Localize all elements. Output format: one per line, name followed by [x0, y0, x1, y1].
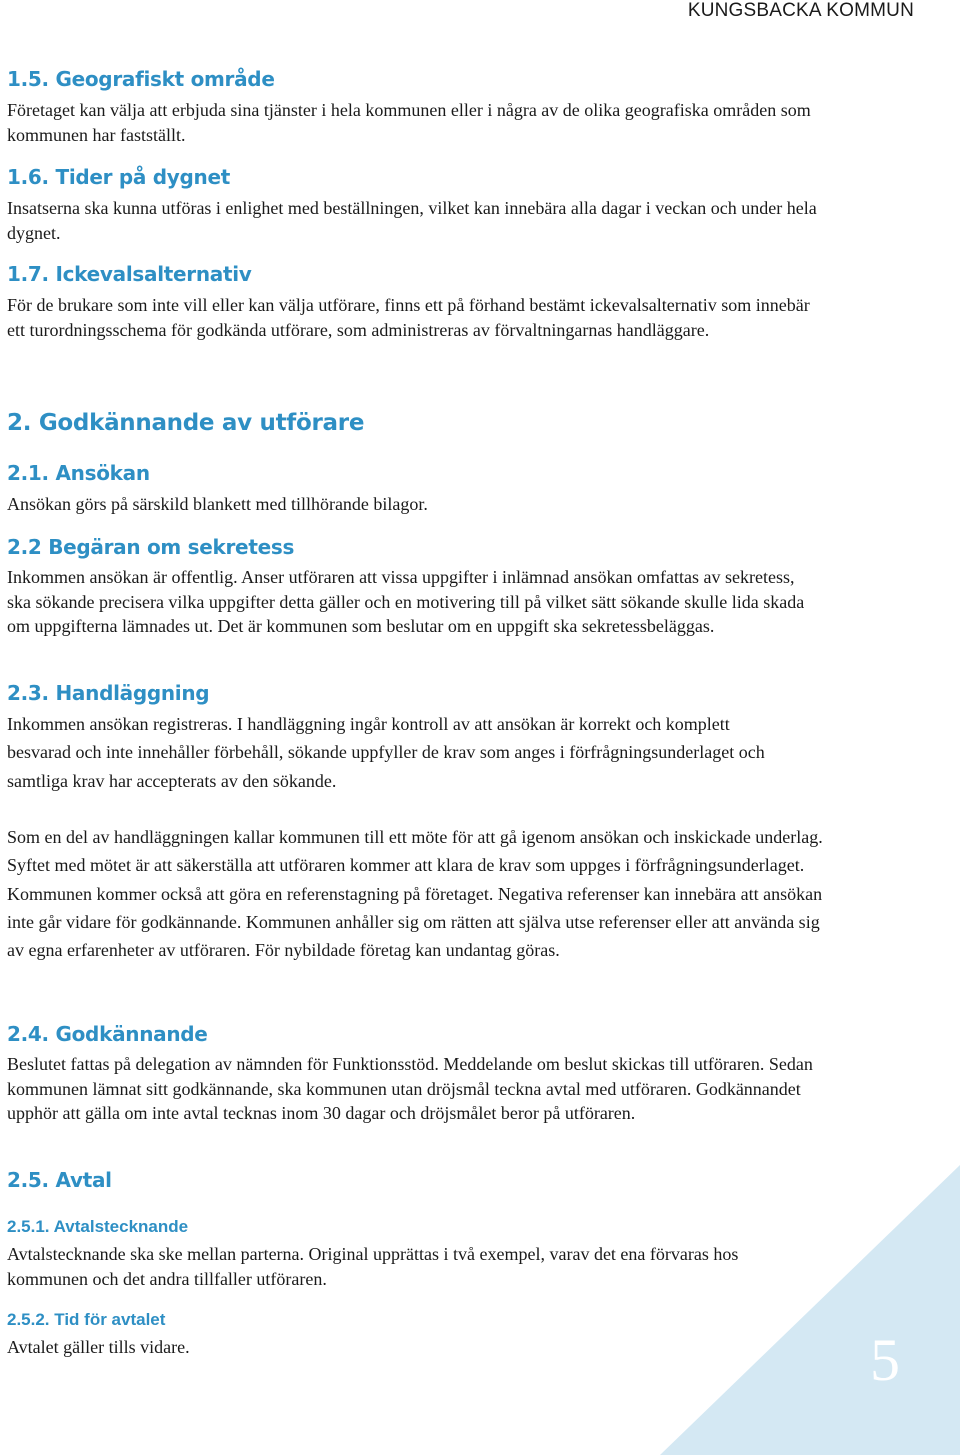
page-corner-decoration	[660, 1165, 960, 1455]
paragraph-2-3: Inkommen ansökan registreras. I handläggning ingår kontroll av att ansökan är korrekt och komplett besvarad och inte innehåller förbehåll, sökande uppfyller de krav som anges i förfrågningsunderlaget och samtliga krav har accepterats av den sökande.	[7, 714, 765, 791]
paragraph-2-2: Inkommen ansökan är offentlig. Anser utföraren att vissa uppgifter i inlämnad ansökan omfattas av sekretess, ska sökande precisera vilka uppgifter detta gäller och en motivering till på vilket sätt sökande skulle lida skada om uppgifterna lämnades ut. Det är kommunen som beslutar om en uppgift ska sekretessbeläggas.	[7, 567, 805, 636]
paragraph-2-1: Ansökan görs på särskild blankett med tillhörande bilagor.	[7, 494, 428, 514]
heading-2-5: 2.5. Avtal	[7, 1168, 112, 1192]
heading-1-7: 1.7. Ickevalsalternativ	[7, 262, 252, 286]
paragraph-2-4: Beslutet fattas på delegation av nämnden för Funktionsstöd. Meddelande om beslut skickas till utföraren. Sedan kommunen lämnat sitt godkännande, ska kommunen utan dröjsmål teckna avtal med utföraren. Godkännandet upphör att gälla om inte avtal tecknas inom 30 dagar och dröjsmålet beror på utföraren.	[7, 1054, 813, 1123]
heading-2-2: 2.2 Begäran om sekretess	[7, 535, 295, 559]
heading-2-5-2: 2.5.2. Tid för avtalet	[7, 1310, 166, 1329]
heading-1-5: 1.5. Geografiskt område	[7, 67, 275, 91]
heading-1-6: 1.6. Tider på dygnet	[7, 165, 231, 189]
paragraph-2-3-cont: Som en del av handläggningen kallar kommunen till ett möte för att gå igenom ansökan och inskickade underlag. Syftet med mötet är att säkerställa att utföraren kommer att klara de krav som uppges i förfrågningsunderlaget. Kommunen kommer också att göra en referenstagning på företaget. Negativa referenser kan innebära att ansökan inte går vidare för godkännande. Kommunen anhåller sig om rätten att själva utse referenser eller att använda sig av egna erfarenheter av utföraren. För nybildade företag kan undantag göras.	[7, 827, 823, 961]
paragraph-1-5: Företaget kan välja att erbjuda sina tjänster i hela kommunen eller i några av de olika geografiska områden som kommunen har fastställt.	[7, 100, 811, 145]
paragraph-2-5-2: Avtalet gäller tills vidare.	[7, 1337, 190, 1357]
heading-2-5-1: 2.5.1. Avtalstecknande	[7, 1217, 189, 1236]
page-number: 5	[870, 1327, 900, 1393]
paragraph-1-7: För de brukare som inte vill eller kan välja utförare, finns ett på förhand bestämt ickevalsalternativ som innebär ett turordningsschema för godkända utförare, som administreras av förvaltningarnas handläggare.	[7, 295, 810, 340]
paragraph-1-6: Insatserna ska kunna utföras i enlighet med beställningen, vilket kan innebära alla dagar i veckan och under hela dygnet.	[7, 198, 817, 243]
heading-2: 2. Godkännande av utförare	[7, 410, 365, 436]
organization-name: KUNGSBACKA KOMMUN	[687, 0, 914, 21]
heading-2-3: 2.3. Handläggning	[7, 681, 210, 705]
heading-2-4: 2.4. Godkännande	[7, 1022, 208, 1046]
heading-2-1: 2.1. Ansökan	[7, 461, 150, 485]
paragraph-2-5-1: Avtalstecknande ska ske mellan parterna. Original upprättas i två exempel, varav det ena förvaras hos kommunen och det andra tillfaller utföraren.	[7, 1244, 739, 1289]
